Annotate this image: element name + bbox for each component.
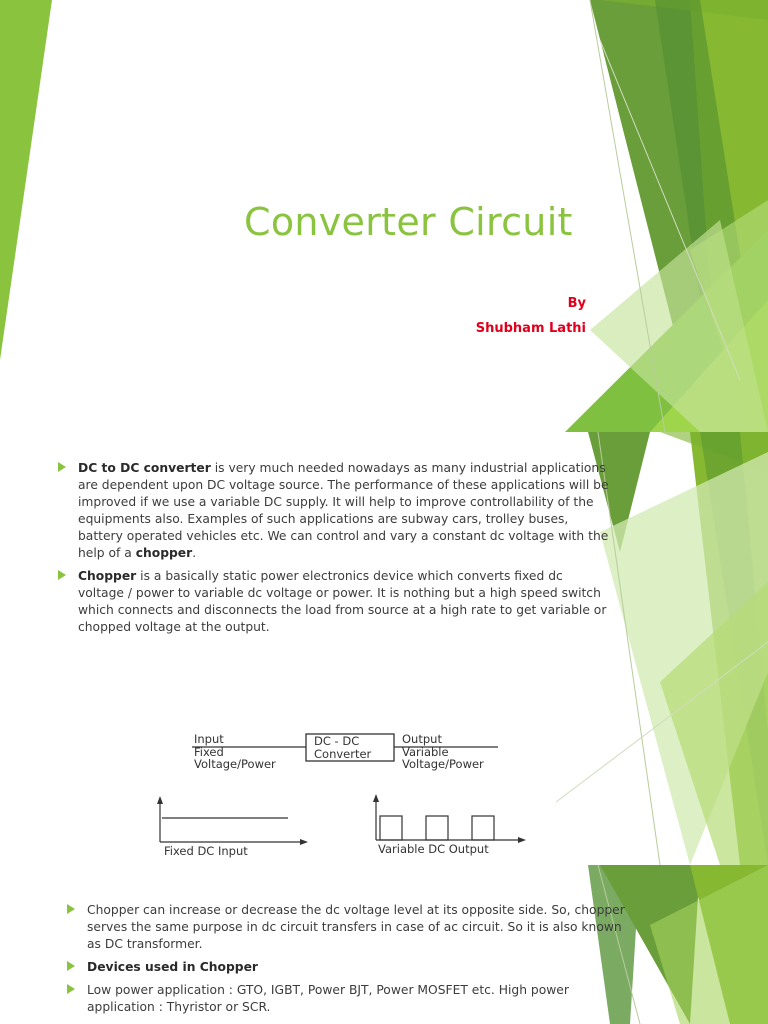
bullet-list	[67, 902, 637, 1022]
box-line2: Converter	[314, 747, 372, 761]
bullet-text: Chopper can increase or decrease the dc voltage level at its opposite side. So, chopper serves the same purpose in dc circuit transfers in case of ac circuit. So it is also known as DC transformer.	[87, 903, 625, 951]
bullet-list	[58, 460, 610, 642]
left-caption: Fixed DC Input	[164, 844, 248, 858]
bullet-arrow-icon	[58, 570, 66, 580]
dc-dc-converter-diagram	[148, 700, 556, 862]
box-line1: DC - DC	[314, 734, 360, 748]
bullet-text: is a basically static power electronics device which converts fixed dc voltage / power to variable dc voltage or power. It is nothing but a high speed switch which connects and disconnects the load from source at a high rate to get variable or chopped voltage at the output.	[78, 569, 607, 634]
bold-term: Devices used in Chopper	[87, 960, 258, 974]
slide-title: Converter Circuit	[244, 200, 573, 244]
bullet-text: is very much needed nowadays as many industrial applications are dependent upon DC voltage source. The performance of these applications will be improved if we use a variable DC supply. It will help to improve controllability of the equipments also. Examples of such applications are subway cars, trolley buses, battery operated vehicles etc. We can control and vary a constant dc voltage with the help of a	[78, 461, 609, 560]
list-item	[67, 959, 637, 976]
list-item	[58, 460, 610, 562]
bold-term: Chopper	[78, 569, 137, 583]
right-caption: Variable DC Output	[378, 842, 489, 856]
bullet-text: Low power application : GTO, IGBT, Power BJT, Power MOSFET etc. High power application : Thyristor or SCR.	[87, 983, 569, 1014]
input-label: Input	[194, 732, 224, 746]
content-slide-2	[0, 865, 768, 1024]
list-item	[67, 902, 637, 953]
output-label: Output	[402, 732, 442, 746]
input-sub2: Voltage/Power	[194, 757, 276, 771]
content-slide-1	[0, 432, 768, 865]
title-slide	[0, 0, 768, 432]
list-item	[67, 982, 637, 1016]
output-sub2: Voltage/Power	[402, 757, 484, 771]
bullet-arrow-icon	[67, 904, 75, 914]
bullet-arrow-icon	[67, 961, 75, 971]
author-name: Shubham Lathi	[475, 321, 586, 336]
bold-term: DC to DC converter	[78, 461, 211, 475]
bold-term: chopper	[135, 546, 193, 560]
bullet-arrow-icon	[58, 462, 66, 472]
bullet-text: .	[192, 546, 197, 560]
list-item	[58, 568, 610, 636]
input-sub1: Fixed	[194, 745, 224, 759]
bullet-arrow-icon	[67, 984, 75, 994]
output-sub1: Variable	[402, 745, 449, 759]
by-label: By	[567, 296, 586, 311]
